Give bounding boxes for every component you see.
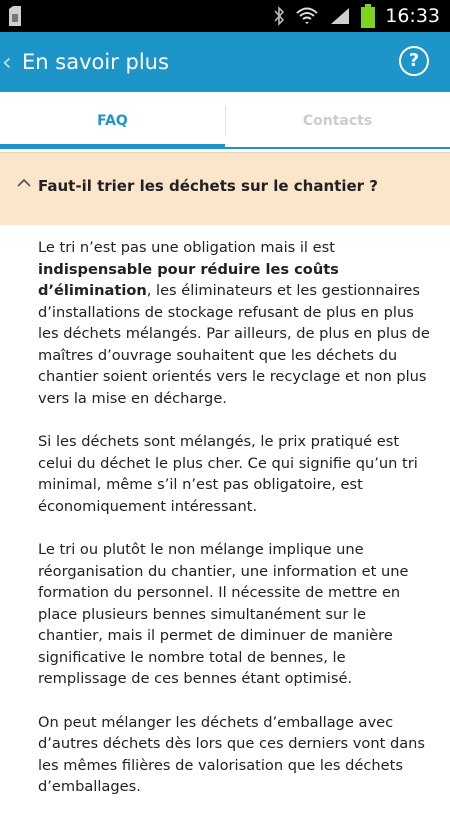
tab-contacts[interactable]: Contacts (302, 113, 373, 129)
answer-bold-text: indispensable pour réduire les coûts d’élimination (38, 260, 339, 299)
wifi-icon (295, 6, 319, 26)
answer-paragraph-2: Si les déchets sont mélangés, le prix pratiqué est celui du déchet le plus cher. Ce qui signifie qu’un tri minimal, même s’il n’est pas obligatoire, est économiquement intéressant. (38, 433, 418, 515)
bluetooth-icon (273, 6, 285, 26)
active-tab-indicator (0, 144, 225, 149)
tab-bar-underline (225, 147, 450, 149)
tab-bar (0, 92, 450, 152)
status-bar (0, 0, 450, 32)
back-chevron-icon[interactable]: ‹ (2, 48, 12, 76)
answer-text: , les éliminateurs et les gestionnaires d’installations de stockage refusant de plus en plus les déchets mélangés. Par ailleurs, de plus en plus de maîtres d’ouvrage souhaitent que les déchets du chantier soient orientés vers le recyclage et non plus vers la mise en décharge. (38, 282, 430, 407)
clock: 16:33 (385, 5, 440, 27)
sim-icon (8, 6, 22, 26)
tab-faq[interactable]: FAQ (97, 113, 128, 129)
faq-question-header[interactable] (0, 152, 450, 225)
faq-answer (38, 237, 430, 820)
faq-question-text: Faut-il trier les déchets sur le chantier ? (38, 177, 378, 195)
answer-paragraph-3: Le tri ou plutôt le non mélange implique une réorganisation du chantier, une information et une formation du personnel. Il nécessite de mettre en place plusieurs bennes simultanément sur le chantier, mais il permet de diminuer de manière significative le nombre total de bennes, le remplissage de ces bennes étant optimisé. (38, 541, 409, 687)
help-button[interactable]: ? (399, 46, 429, 76)
page-title[interactable]: En savoir plus (22, 50, 169, 74)
answer-paragraph-4: On peut mélanger les déchets d’emballage avec d’autres déchets dès lors que ces derniers vont dans les mêmes filières de valorisation que les déchets d’emballages. (38, 713, 426, 795)
answer-text: Le tri n’est pas une obligation mais il est (38, 239, 335, 256)
battery-icon (361, 4, 375, 28)
answer-paragraph-1 (38, 237, 430, 409)
app-header (0, 32, 450, 92)
signal-icon (329, 6, 351, 26)
chevron-up-icon (17, 178, 31, 188)
